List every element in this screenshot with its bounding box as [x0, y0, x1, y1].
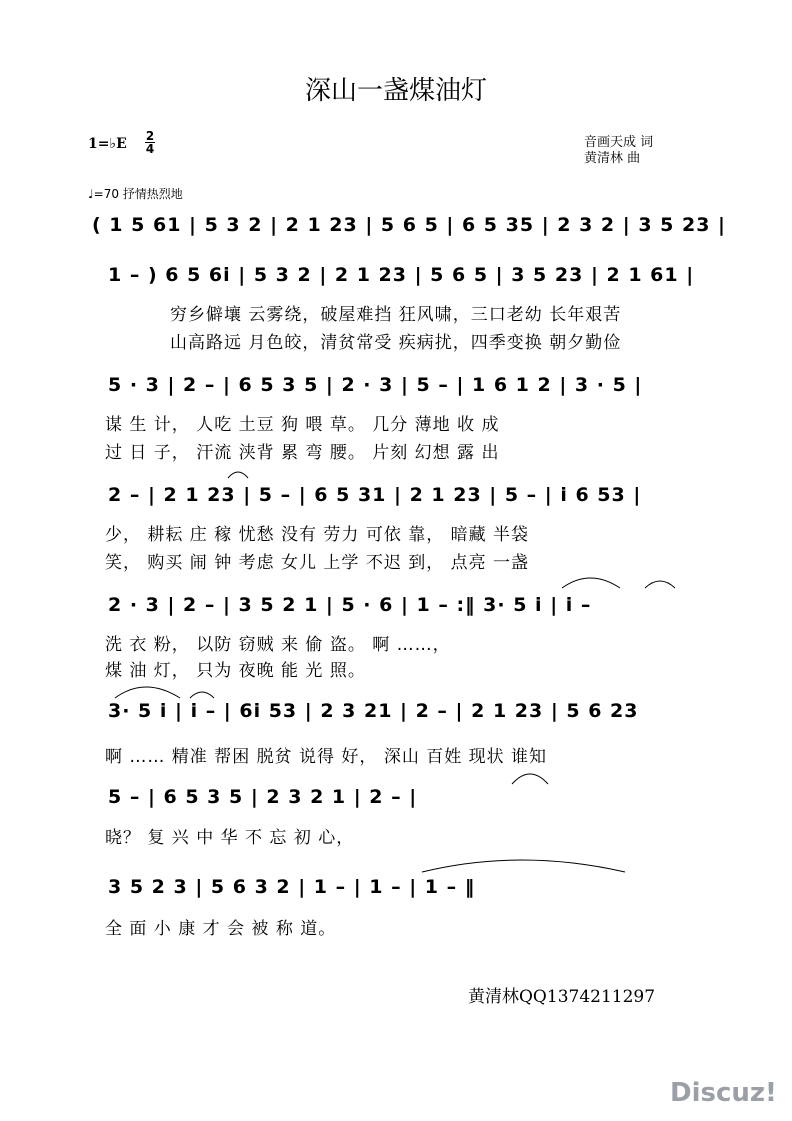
composer-credit: 黄清林 曲: [584, 151, 641, 166]
notation-row-6: 3· 5 i | i – | 6i 53 | 2 3 21 | 2 – | 2 1 23 | 5 6 23: [108, 700, 639, 722]
lyric-row-6: 啊 …… 精准 帮困 脱贫 说得 好， 深山 百姓 现状 谁知: [105, 747, 548, 767]
tempo-marking: ♩=70 抒情热烈地: [88, 187, 183, 201]
author-signature: 黄清林QQ1374211297: [468, 987, 656, 1007]
lyric-row-7: 晓？ 复 兴 中 华 不 忘 初 心，: [105, 828, 355, 848]
notation-row-2: 1 – ) 6 5 6i | 5 3 2 | 2 1 23 | 5 6 5 | 3 5 23 | 2 1 61 |: [108, 264, 695, 286]
notation-row-3: 5 · 3 | 2 – | 6 5 3 5 | 2 · 3 | 5 – | 1 6 1 2 | 3 · 5 |: [108, 374, 643, 396]
notation-row-5: 2 · 3 | 2 – | 3 5 2 1 | 5 · 6 | 1 – :‖ 3· 5 i | i –: [108, 594, 592, 616]
lyricist-credit: 音画天成 词: [584, 135, 654, 150]
time-signature-bottom: 4: [145, 142, 155, 156]
lyric-row-5-verse-2: 煤 油 灯， 只为 夜晚 能 光 照。: [105, 661, 366, 681]
lyric-row-3-verse-2: 过 日 子， 汗流 浃背 累 弯 腰。 片刻 幻想 露 出: [105, 443, 500, 463]
lyric-row-5-verse-1: 洗 衣 粉， 以防 窃贼 来 偷 盗。 啊 ……，: [105, 635, 451, 655]
lyric-row-2-verse-1: 穷乡僻壤 云雾绕，破屋难挡 狂风啸，三口老幼 长年艰苦: [170, 305, 622, 325]
lyric-row-3-verse-1: 谋 生 计， 人吃 土豆 狗 喂 草。 几分 薄地 收 成: [105, 415, 500, 435]
time-signature-top: 2: [145, 129, 155, 143]
lyric-row-8: 全 面 小 康 才 会 被 称 道。: [105, 919, 337, 939]
song-title: 深山一盏煤油灯: [304, 76, 487, 106]
notation-row-4: 2 – | 2 1 23 | 5 – | 6 5 31 | 2 1 23 | 5 – | i 6 53 |: [108, 484, 642, 506]
lyric-row-2-verse-2: 山高路远 月色皎，清贫常受 疾病扰，四季变换 朝夕勤俭: [170, 333, 622, 353]
notation-row-8: 3 5 2 3 | 5 6 3 2 | 1 – | 1 – | 1 – ‖: [108, 876, 476, 898]
key-signature: 1=♭E: [88, 136, 127, 152]
notation-row-1: ( 1 5 61 | 5 3 2 | 2 1 23 | 5 6 5 | 6 5 35 | 2 3 2 | 3 5 23 |: [92, 214, 726, 236]
discuz-watermark: Discuz!: [670, 1078, 777, 1108]
lyric-row-4-verse-2: 笑， 购买 闹 钟 考虑 女儿 上学 不迟 到， 点亮 一盏: [105, 553, 530, 573]
lyric-row-4-verse-1: 少， 耕耘 庄 稼 忧愁 没有 劳力 可依 靠， 暗藏 半袋: [105, 525, 530, 545]
notation-row-7: 5 – | 6 5 3 5 | 2 3 2 1 | 2 – |: [108, 786, 418, 808]
